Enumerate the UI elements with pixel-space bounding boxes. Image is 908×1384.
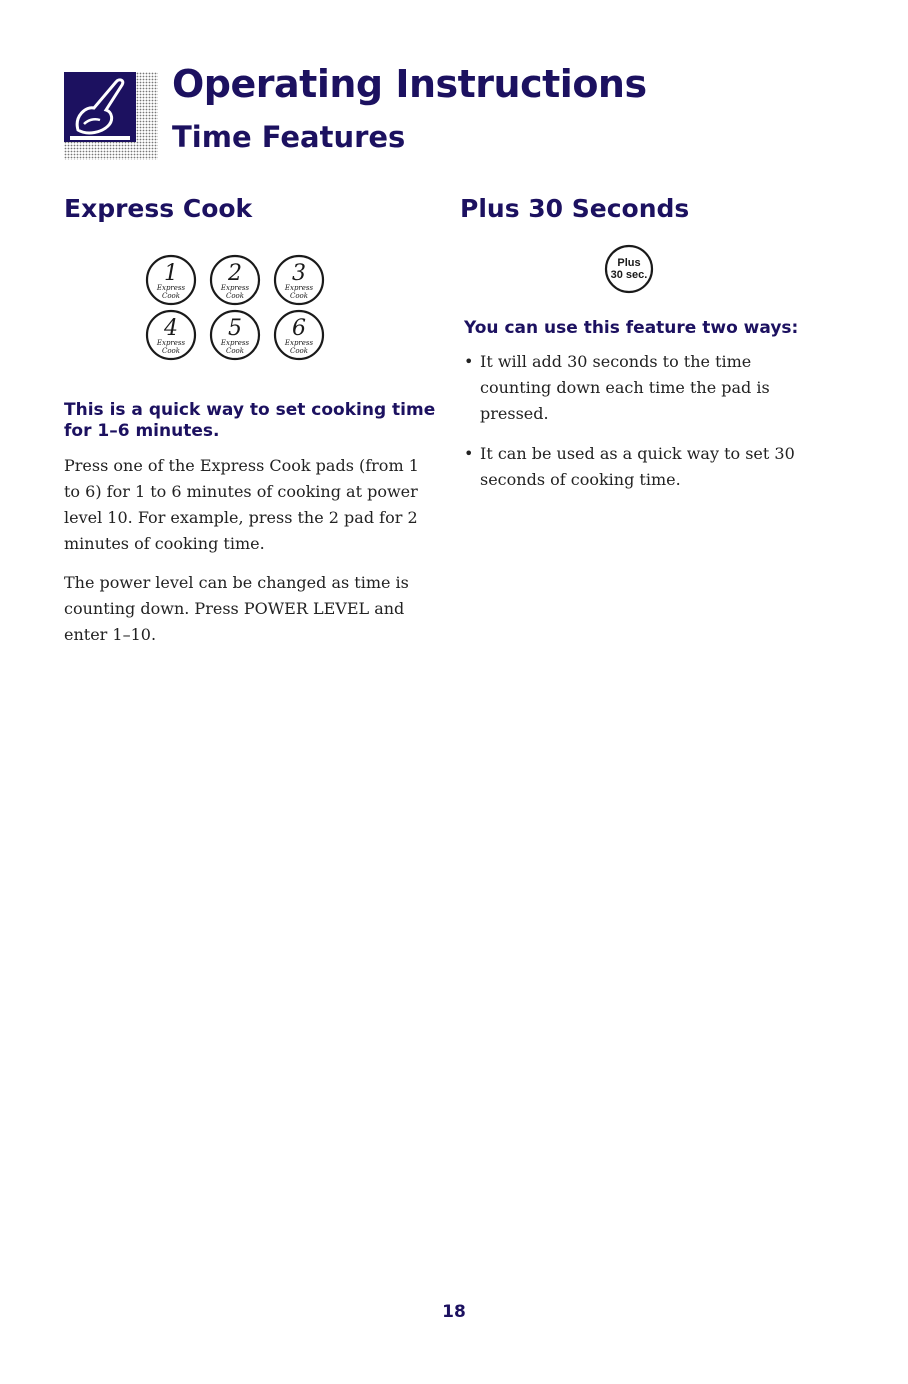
pad-label-line2: Cook: [161, 292, 181, 300]
express-cook-paragraph-1: Press one of the Express Cook pads (from 1 to 6) for 1 to 6 minutes of cooking at power level 10. For example, press the 2 pad for 2 minutes of cooking time.: [64, 456, 419, 553]
pad-label-line1: Express: [284, 284, 314, 292]
express-cook-pad-3[interactable]: [272, 253, 326, 307]
pad-label-line2: Cook: [161, 347, 181, 355]
pad-label-line1: Express: [220, 339, 250, 347]
page-number: 18: [442, 1302, 466, 1322]
express-cook-pad-6[interactable]: [272, 308, 326, 362]
pad-number: 4: [164, 316, 178, 341]
pad-number: 1: [164, 261, 178, 286]
plus-30-sec-pad[interactable]: [603, 243, 655, 295]
plus-30-bullet-list: [464, 349, 804, 507]
pad-label-line1: Express: [156, 339, 186, 347]
bullet-text: It will add 30 seconds to the time counting down each time the pad is pressed.: [480, 352, 770, 423]
express-cook-lead: This is a quick way to set cooking time for 1–6 minutes.: [64, 400, 436, 441]
express-cook-pad-4[interactable]: [144, 308, 198, 362]
pad-number: 5: [228, 316, 242, 341]
plus-30-seconds-heading: Plus 30 Seconds: [460, 194, 690, 223]
plus-30-pad-line1: Plus: [617, 257, 641, 269]
plus-30-lead: You can use this feature two ways:: [464, 318, 799, 338]
pad-label-line2: Cook: [289, 347, 309, 355]
pad-label-line2: Cook: [225, 347, 245, 355]
pad-number: 3: [292, 261, 306, 286]
page-title: Operating Instructions: [172, 62, 647, 106]
pad-number: 6: [292, 316, 306, 341]
bullet-icon: •: [464, 444, 474, 463]
express-cook-pad-1[interactable]: [144, 253, 198, 307]
express-cook-paragraph-2: The power level can be changed as time is counting down. Press POWER LEVEL and enter 1–10.: [64, 573, 409, 644]
bullet-text: It can be used as a quick way to set 30 seconds of cooking time.: [480, 444, 795, 489]
pad-label-line1: Express: [284, 339, 314, 347]
hand-pressing-pad-icon: [64, 72, 158, 160]
express-cook-pad-5[interactable]: [208, 308, 262, 362]
list-item: [464, 441, 804, 493]
bullet-icon: •: [464, 352, 474, 371]
pad-label-line2: Cook: [225, 292, 245, 300]
express-cook-pad-2[interactable]: [208, 253, 262, 307]
pad-number: 2: [228, 261, 242, 286]
pad-label-line2: Cook: [289, 292, 309, 300]
pad-label-line1: Express: [220, 284, 250, 292]
pad-label-line1: Express: [156, 284, 186, 292]
list-item: [464, 349, 804, 427]
page-subtitle: Time Features: [172, 120, 406, 154]
express-cook-heading: Express Cook: [64, 194, 253, 223]
plus-30-pad-line2: 30 sec.: [610, 269, 648, 281]
